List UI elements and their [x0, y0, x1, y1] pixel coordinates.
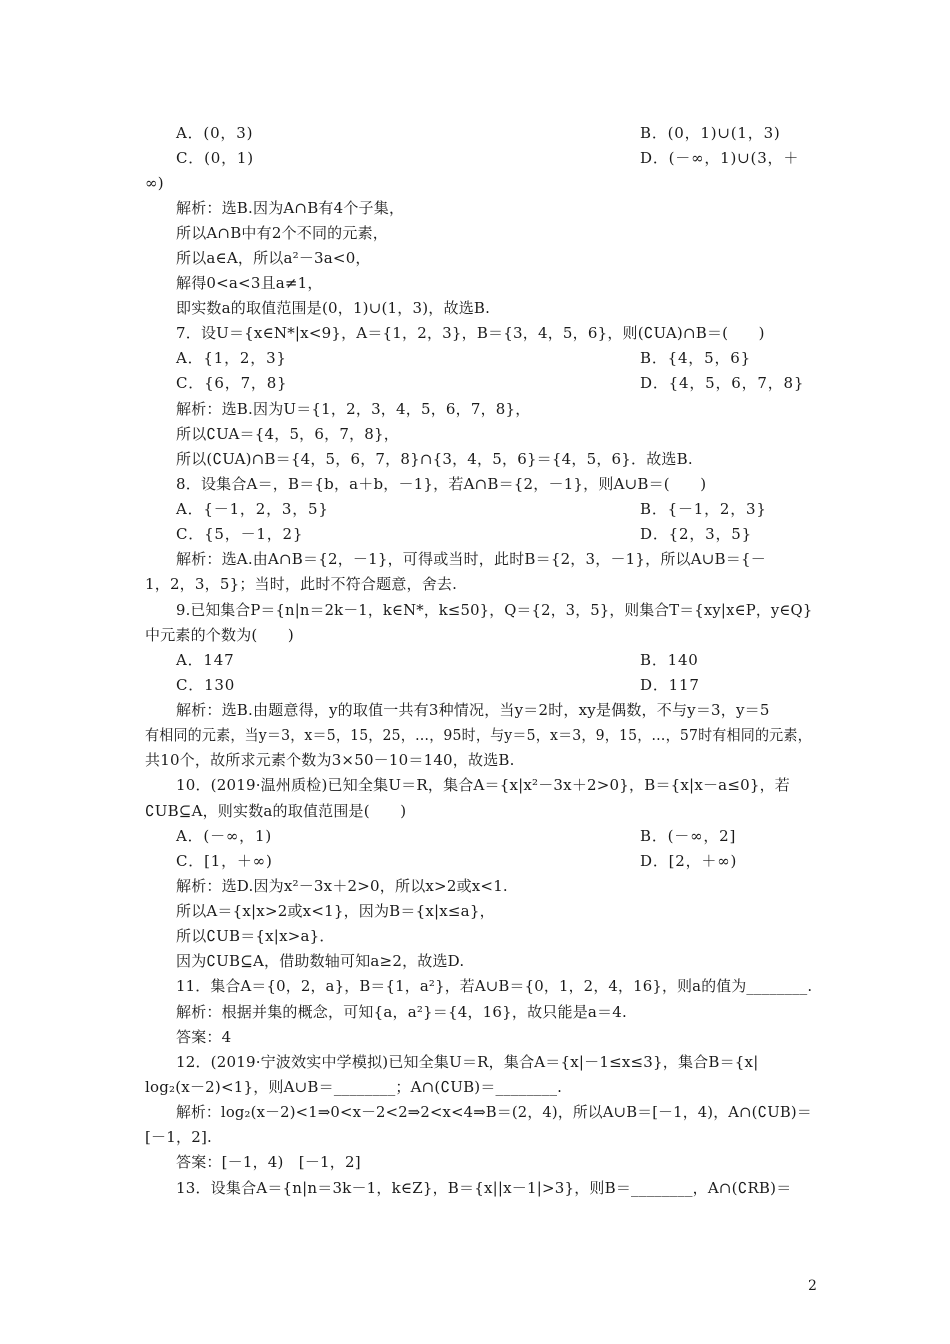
text-line: 共10个，故所求元素个数为3×50－10＝140，故选B.: [145, 751, 515, 769]
question-13: 13．设集合A＝{n|n＝3k－1，k∈Z}，B＝{x||x－1|>3}，则B＝________，A∩(∁RB)＝: [176, 1179, 792, 1197]
option-a: A．(－∞，1): [176, 827, 272, 845]
option-b: B．(－∞，2]: [640, 827, 737, 845]
answer-line: 答案：[－1，4) [－1，2]: [176, 1153, 361, 1171]
text-line: ∞): [145, 174, 164, 192]
text-line: [－1，2].: [145, 1128, 212, 1146]
solution-line: 解析：选A.由A∩B＝{2，－1}，可得或当时，此时B＝{2，3，－1}，所以A∪B＝{－: [176, 550, 766, 568]
option-c: C．{6，7，8}: [176, 374, 288, 392]
text-line: 所以a∈A，所以a²－3a<0，: [176, 249, 371, 267]
text-line: ∁UB⊆A，则实数a的取值范围是( ): [145, 802, 407, 820]
text-line: 因为∁UB⊆A，借助数轴可知a≥2，故选D.: [176, 952, 465, 970]
answer-line: 答案：4: [176, 1028, 232, 1046]
text-line: 所以∁UA＝{4，5，6，7，8}，: [176, 425, 399, 443]
question-10: 10．(2019·温州质检)已知全集U＝R，集合A＝{x|x²－3x＋2>0}，B＝{x|x－a≤0}，若: [176, 776, 790, 794]
text-line: log₂(x－2)<1}，则A∪B＝________；A∩(∁UB)＝________.: [145, 1078, 563, 1096]
option-a: A．{1，2，3}: [176, 349, 287, 367]
option-a: A．{－1，2，3，5}: [176, 500, 329, 518]
option-d: D．{4，5，6，7，8}: [640, 374, 805, 392]
text-line: 所以(∁UA)∩B＝{4，5，6，7，8}∩{3，4，5，6}＝{4，5，6}．故选B.: [176, 450, 693, 468]
option-a: A．147: [176, 651, 235, 669]
solution-line: 解析：选B.因为A∩B有4个子集，: [176, 199, 405, 217]
option-d: D．117: [640, 676, 700, 694]
option-a: A．(0，3): [176, 124, 254, 142]
solution-line: 解析：选B.由题意得，y的取值一共有3种情况，当y＝2时，xy是偶数，不与y＝3，y＝5: [176, 701, 770, 719]
page-number: 2: [808, 1278, 817, 1294]
question-8: 8．设集合A＝，B＝{b，a＋b，－1}，若A∩B＝{2，－1}，则A∪B＝( ): [176, 475, 707, 493]
option-c: C．(0，1): [176, 149, 254, 167]
question-7: 7．设U＝{x∈N*|x<9}，A＝{1，2，3}，B＝{3，4，5，6}，则(∁UA)∩B＝( ): [176, 324, 765, 342]
option-c: C．130: [176, 676, 236, 694]
text-line: 有相同的元素，当y＝3，x＝5，15，25，…，95时，与y＝5，x＝3，9，15，…，57时有相同的元素，: [145, 726, 812, 744]
option-b: B．{－1，2，3}: [640, 500, 767, 518]
solution-line: 解析：选B.因为U＝{1，2，3，4，5，6，7，8}，: [176, 400, 531, 418]
option-d: D．{2，3，5}: [640, 525, 752, 543]
solution-line: 解析：选D.因为x²－3x＋2>0，所以x>2或x<1.: [176, 877, 508, 895]
option-d: D．(－∞，1)∪(3，＋: [640, 149, 800, 167]
option-d: D．[2，＋∞): [640, 852, 738, 870]
text-line: 1，2，3，5}；当时，此时不符合题意，舍去.: [145, 575, 458, 593]
option-b: B．(0，1)∪(1，3): [640, 124, 781, 142]
solution-line: 解析：log₂(x－2)<1⇒0<x－2<2⇒2<x<4⇒B＝(2，4)，所以A∪B＝[－1，4)，A∩(∁UB)＝: [176, 1103, 812, 1121]
option-c: C．{5，－1，2}: [176, 525, 304, 543]
option-b: B．{4，5，6}: [640, 349, 751, 367]
text-line: 中元素的个数为( ): [145, 626, 294, 644]
option-b: B．140: [640, 651, 699, 669]
question-11: 11．集合A＝{0，2，a}，B＝{1，a²}，若A∪B＝{0，1，2，4，16}，则a的值为________.: [176, 977, 813, 995]
text-line: 所以∁UB＝{x|x>a}．: [176, 927, 335, 945]
option-c: C．[1，＋∞): [176, 852, 273, 870]
text-line: 所以A∩B中有2个不同的元素，: [176, 224, 388, 242]
question-9: 9.已知集合P＝{n|n＝2k－1，k∈N*，k≤50}，Q＝{2，3，5}，则集合T＝{xy|x∈P，y∈Q}: [176, 601, 813, 619]
text-line: 即实数a的取值范围是(0，1)∪(1，3)，故选B.: [176, 299, 491, 317]
question-12: 12．(2019·宁波效实中学模拟)已知全集U＝R，集合A＝{x|－1≤x≤3}，集合B＝{x|: [176, 1053, 759, 1071]
solution-line: 解析：根据并集的概念，可知{a，a²}＝{4，16}，故只能是a＝4.: [176, 1003, 627, 1021]
text-line: 所以A＝{x|x>2或x<1}，因为B＝{x|x≤a}，: [176, 902, 495, 920]
text-line: 解得0<a<3且a≠1，: [176, 274, 323, 292]
